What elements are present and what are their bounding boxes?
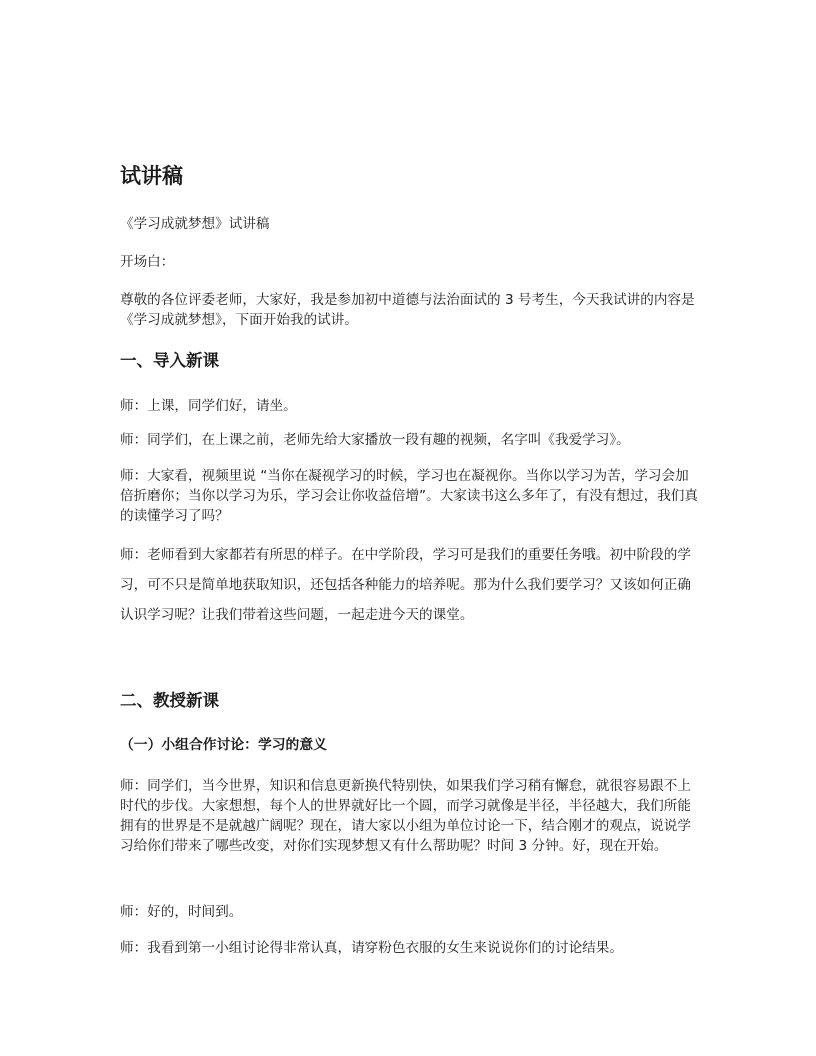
paragraph: 师：同学们，在上课之前，老师先给大家播放一段有趣的视频，名字叫《我爱学习》。 xyxy=(120,432,630,448)
paragraph: 师：我看到第一小组讨论得非常认真，请穿粉色衣服的女生来说说你们的讨论结果。 xyxy=(120,940,623,956)
subsection-heading: （一）小组合作讨论：学习的意义 xyxy=(120,737,327,753)
intro-paragraph: 尊敬的各位评委老师，大家好，我是参加初中道德与法治面试的 3 号考生，今天我试讲的内容是《学习成就梦想》，下面开始我的试讲。 xyxy=(120,292,695,328)
paragraph: 师：同学们，当今世界，知识和信息更新换代特别快，如果我们学习稍有懈怠，就很容易跟不上时代的步伐。大家想想，每个人的世界就好比一个圆，而学习就像是半径，半径越大，我们所能拥有的世界是不是就越广阔呢？现在，请大家以小组为单位讨论一下，结合刚才的观点，说说学习给你们带来了哪些改变，对你们实现梦想又有什么帮助呢？时间 3 分钟。好，现在开始。 xyxy=(120,778,691,854)
document-title: 试讲稿 xyxy=(120,164,183,188)
paragraph: 师：老师看到大家都若有所思的样子。在中学阶段，学习可是我们的重要任务哦。初中阶段的学习，可不只是简单地获取知识，还包括各种能力的培养呢。那为什么我们要学习？又该如何正确认识学习呢？让我们带着这些问题，一起走进今天的课堂。 xyxy=(120,547,691,623)
paragraph: 师：上课，同学们好，请坐。 xyxy=(120,398,297,414)
lesson-title: 《学习成就梦想》试讲稿 xyxy=(120,216,270,232)
paragraph: 师：大家看，视频里说 “当你在凝视学习的时候，学习也在凝视你。当你以学习为苦，学习会加倍折磨你；当你以学习为乐，学习会让你收益倍增”。大家读书这么多年了，有没有想过，我们真的读懂学习了吗？ xyxy=(120,468,698,524)
section-heading-intro: 一、导入新课 xyxy=(120,351,219,370)
paragraph: 师：好的，时间到。 xyxy=(120,904,243,920)
section-heading-teaching: 二、教授新课 xyxy=(120,691,219,710)
opening-label: 开场白： xyxy=(120,254,175,270)
